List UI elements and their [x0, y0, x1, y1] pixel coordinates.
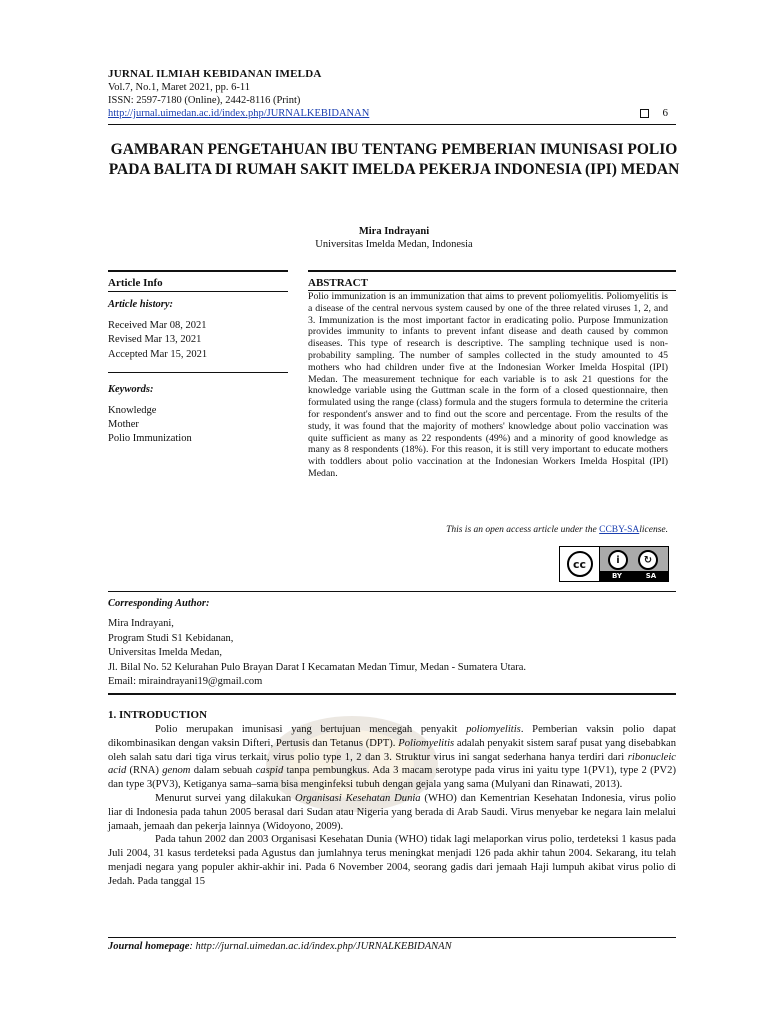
abstract-heading: ABSTRACT [308, 277, 368, 289]
corresponding-block [108, 617, 668, 690]
intro-paragraph: Pada tahun 2002 dan 2003 Organisasi Kesehatan Dunia (WHO) tidak lagi melaporkan virus polio, terdeteksi 1 kasus pada Juli 2004, 31 kasus terdeteksi pada Agustus dan jumlahnya terus meningkat menjadi 126 pada akhir tahun 2004. Sekarang, itu telah menjadi negara yang populer akhir-akhir ini. Pada 6 November 2004, seorang gadis dari jemaah Haji lumpuh akibat virus polio di Jedah. Pada tanggal 15 [108, 834, 676, 887]
author-name: Mira Indrayani [358, 226, 430, 237]
page-number-box [640, 107, 669, 120]
corresponding-rule [108, 591, 676, 592]
intro-paragraph: Menurut survei yang dilakukan Organisasi Kesehatan Dunia (WHO) dan Kementrian Kesehatan Indonesia, virus polio liar di Indonesia pada tahun 2005 berasal dari Sudan atau Nigeria yang berada di Arab Saudi. Virus menyebar ke negara lain melalui jamaah, jemaah dan pekerja lainnya (Widoyono, 2009). [108, 792, 676, 832]
journal-volume: Vol.7, No.1, Maret 2021, pp. 6-11 [108, 82, 251, 93]
journal-header [108, 68, 668, 120]
corresponding-line: Universitas Imelda Medan, [108, 647, 223, 658]
revised-date: Revised Mar 13, 2021 [108, 334, 202, 345]
corresponding-email: Email: miraindrayani19@gmail.com [108, 676, 263, 687]
corresponding-line: Jl. Bilal No. 52 Kelurahan Pulo Brayan Darat I Kecamatan Medan Timur, Medan - Sumatera Utara. [108, 661, 527, 673]
keyword-item: Knowledge [108, 405, 157, 416]
article-title: GAMBARAN PENGETAHUAN IBU TENTANG PEMBERIAN IMUNISASI POLIO PADA BALITA DI RUMAH SAKIT IMELDA PEKERJA INDONESIA (IPI) MEDAN [108, 141, 680, 178]
introduction-heading: 1. INTRODUCTION [108, 709, 208, 721]
license-link[interactable]: CCBY-SA [599, 525, 640, 535]
article-info-heading: Article Info [108, 277, 163, 289]
header-rule [108, 124, 676, 125]
cc-icon: cc [567, 551, 593, 577]
corresponding-heading: Corresponding Author: [108, 598, 210, 609]
keywords-rule [108, 372, 288, 373]
article-info-rule [108, 291, 288, 292]
journal-name: JURNAL ILMIAH KEBIDANAN IMELDA [108, 68, 322, 80]
square-bullet-icon [640, 109, 649, 118]
journal-issn: ISSN: 2597-7180 (Online), 2442-8116 (Print) [108, 95, 301, 106]
keyword-item: Polio Immunization [108, 433, 192, 444]
corresponding-line: Program Studi S1 Kebidanan, [108, 632, 234, 644]
corresponding-line: Mira Indrayani, [108, 618, 174, 629]
corresponding-bottom-rule [108, 693, 676, 695]
keywords-heading: Keywords: [108, 384, 154, 395]
intro-paragraph: Polio merupakan imunisasi yang bertujuan mencegah penyakit poliomyelitis. Pemberian vaksin polio dapat dikombinasikan dengan vaksin Difteri, Pertusis dan Tetanus (DPT). Poliomyelitis adalah penyakit sistem saraf pusat yang disebabkan oleh salah satu dari tiga virus terkait, virus polio type 1, 2 dan 3. Struktur virus ini sangat sederhana hanya terdiri dari ribonucleic acid (RNA) genom dalam sebuah caspid tanpa pembungkus. Ada 3 macam serotype pada virus ini yaitu type 1(PV1), type 2 (PV2) dan type 3(PV3), Ketiganya sama–sama bisa menginfeksi tubuh dengan gejala yang sama (Mulyani dan Rinawati, 2013). [108, 724, 677, 791]
article-info-top-rule [108, 270, 288, 272]
introduction-body [108, 723, 676, 889]
author-affiliation: Universitas Imelda Medan, Indonesia [315, 239, 473, 250]
share-alike-icon: ↻ [638, 550, 658, 570]
journal-homepage-footer: Journal homepage: http://jurnal.uimedan.ac.id/index.php/JURNALKEBIDANAN [108, 941, 452, 952]
page-number: 6 [662, 107, 668, 119]
open-access-statement: This is an open access article under the CCBY-SAlicense. [446, 525, 668, 535]
abstract-top-rule [308, 270, 676, 272]
footer-url[interactable]: http://jurnal.uimedan.ac.id/index.php/JURNALKEBIDANAN [195, 941, 452, 952]
accepted-date: Accepted Mar 15, 2021 [108, 348, 208, 360]
badge-by-label: BY [611, 572, 623, 580]
cc-by-sa-badge[interactable] [559, 546, 669, 582]
footer-label: Journal homepage [108, 941, 190, 952]
article-history [108, 298, 288, 362]
journal-url-link[interactable]: http://jurnal.uimedan.ac.id/index.php/JURNALKEBIDANAN [108, 108, 370, 119]
history-heading: Article history: [108, 299, 174, 310]
footer-rule [108, 937, 676, 938]
received-date: Received Mar 08, 2021 [108, 319, 207, 331]
keyword-item: Mother [108, 419, 139, 430]
badge-sa-label: SA [645, 572, 657, 580]
keywords-block [108, 383, 288, 446]
person-icon: i [608, 550, 628, 570]
abstract-text: Polio immunization is an immunization that aims to prevent poliomyelitis. Poliomyelitis is a disease of the central nervous system caused by one of the three related viruses 1, 2, and 3. Immunization is the most important factor in eradicating polio. Purpose Immunization provides immunity to infants to prevent infant disease and death caused by common diseases. This type of research is descriptive. The sampling technique used is non-probability sampling. The number of samples collected in the study amounted to 45 mothers who had children under five at the Indonesian Worker Imelda Hospital (IPI) Medan. The measurement technique for each variable is to ask 21 questions for the knowledge variable using the Guttman scale in the form of a closed questionnaire, then formulated using the range (class) formula and the stugers formula to determine the criteria for respondent's answer and to find out the score and percentage. From the results of the study, it was found that the majority of mothers' knowledge about polio vaccination was quite sufficient as many as 22 respondents (49%) and a minority of good knowledge as many as 8 respondents (18%). For this reason, it is still very important to educate mothers with toddlers about polio vaccination at the Indonesian Workers Imelda Hospital (IPI) Medan. [308, 291, 668, 479]
